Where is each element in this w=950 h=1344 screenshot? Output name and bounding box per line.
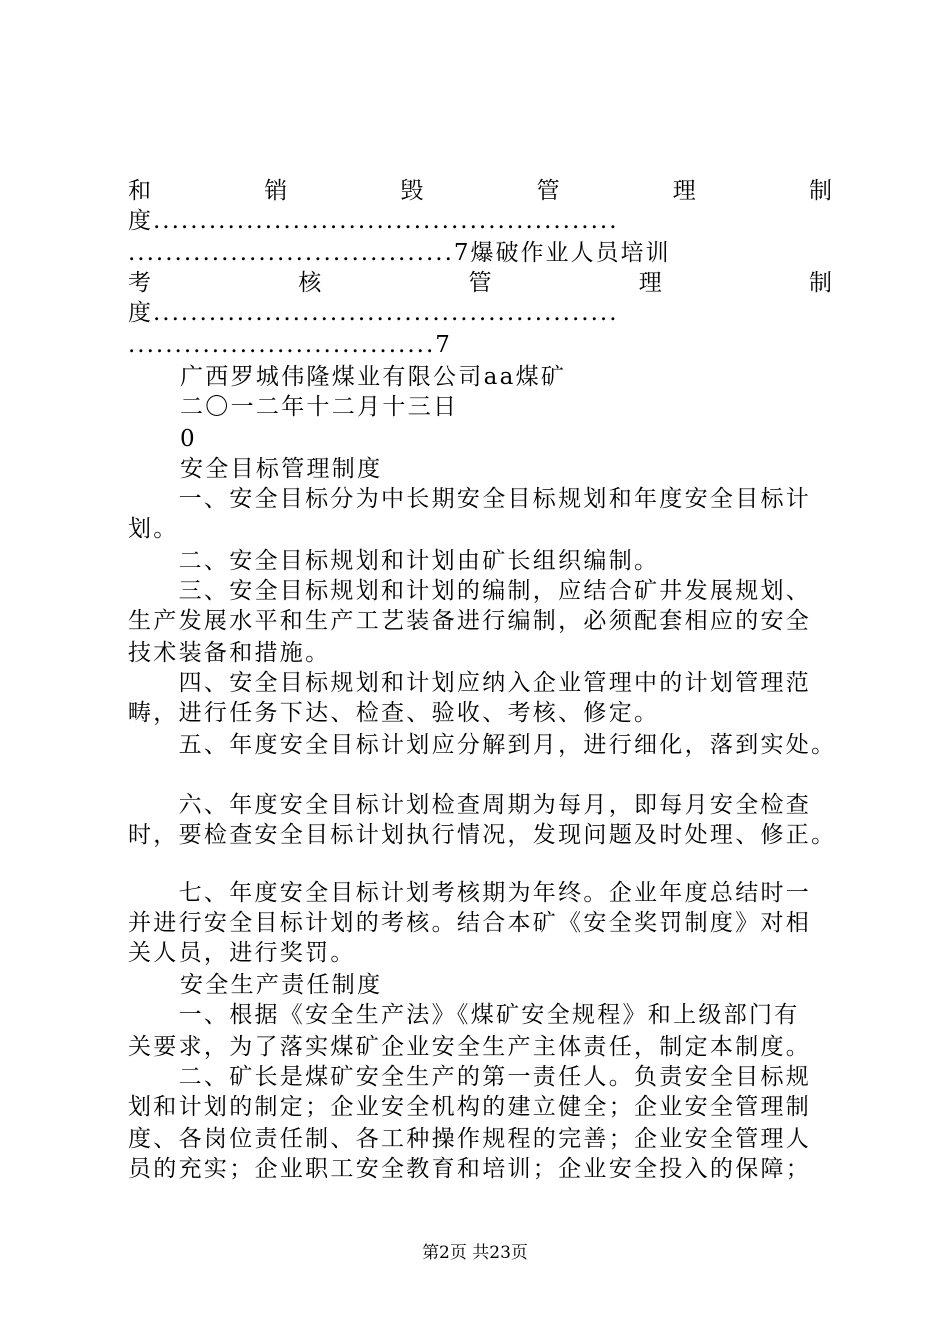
toc-word: 和 (128, 178, 151, 204)
toc-word: 制 (809, 270, 832, 296)
body-text-line: 关人员，进行奖罚。 (128, 940, 356, 966)
body-text-line: 六、年度安全目标计划检查周期为每月，即每月安全检查 (128, 792, 812, 818)
toc-word: 核 (298, 270, 322, 296)
toc-entry-1-line-3: ...................................7爆破作业人员培训 (128, 240, 671, 266)
page-footer: 第2页 共23页 (422, 1243, 528, 1263)
body-text-line: 划。 (128, 516, 179, 542)
toc-word: 考 (128, 270, 151, 296)
toc-word: 制 (808, 178, 832, 204)
toc-entry-2-line-1 (128, 268, 832, 298)
toc-entry-1-line-2: 度.................................................. (128, 208, 619, 234)
body-text-line: 畴，进行任务下达、检查、验收、考核、修定。 (128, 700, 660, 726)
body-text-line: 并进行安全目标计划的考核。结合本矿《安全奖罚制度》对相 (128, 910, 812, 936)
body-text-line: 技术装备和措施。 (128, 640, 331, 666)
page-index: 0 (180, 426, 197, 452)
toc-entry-1-line-1 (128, 176, 832, 206)
body-text-line: 七、年度安全目标计划考核期为年终。企业年度总结时一 (128, 880, 812, 906)
section-title-2: 安全生产责任制度 (180, 972, 383, 998)
toc-entry-2-line-2: 度.................................................. (128, 300, 619, 326)
toc-word: 销 (264, 178, 288, 204)
body-text-line: 划和计划的制定；企业安全机构的建立健全；企业安全管理制 (128, 1094, 812, 1120)
company-name: 广西罗城伟隆煤业有限公司aa煤矿 (180, 364, 567, 390)
section-title-1: 安全目标管理制度 (180, 456, 383, 482)
toc-word: 管 (468, 270, 492, 296)
toc-entry-2-line-3: .................................7 (128, 332, 452, 358)
body-text-line: 五、年度安全目标计划应分解到月，进行细化，落到实处。 (128, 732, 837, 758)
body-text-line: 四、安全目标规划和计划应纳入企业管理中的计划管理范 (128, 670, 812, 696)
body-text-line: 度、各岗位责任制、各工种操作规程的完善；企业安全管理人 (128, 1126, 812, 1152)
body-text-line: 一、根据《安全生产法》《煤矿安全规程》和上级部门有 (128, 1002, 800, 1028)
body-text-line: 员的充实；企业职工安全教育和培训；企业安全投入的保障； (128, 1156, 812, 1182)
body-text-line: 三、安全目标规划和计划的编制，应结合矿井发展规划、 (128, 578, 812, 604)
body-text-line: 二、矿长是煤矿安全生产的第一责任人。负责安全目标规 (128, 1064, 812, 1090)
body-text-line: 关要求，为了落实煤矿企业安全生产主体责任，制定本制度。 (128, 1034, 812, 1060)
toc-word: 管 (536, 178, 560, 204)
body-text-line: 二、安全目标规划和计划由矿长组织编制。 (128, 548, 660, 574)
body-text-line: 生产发展水平和生产工艺装备进行编制，必须配套相应的安全 (128, 608, 812, 634)
toc-word: 理 (672, 178, 696, 204)
body-text-line: 时，要检查安全目标计划执行情况，发现问题及时处理、修正。 (128, 822, 837, 848)
toc-word: 理 (638, 270, 662, 296)
toc-word: 毁 (400, 178, 424, 204)
document-date: 二〇一二年十二月十三日 (180, 394, 459, 420)
body-text-line: 一、安全目标分为中长期安全目标规划和年度安全目标计 (128, 486, 812, 512)
